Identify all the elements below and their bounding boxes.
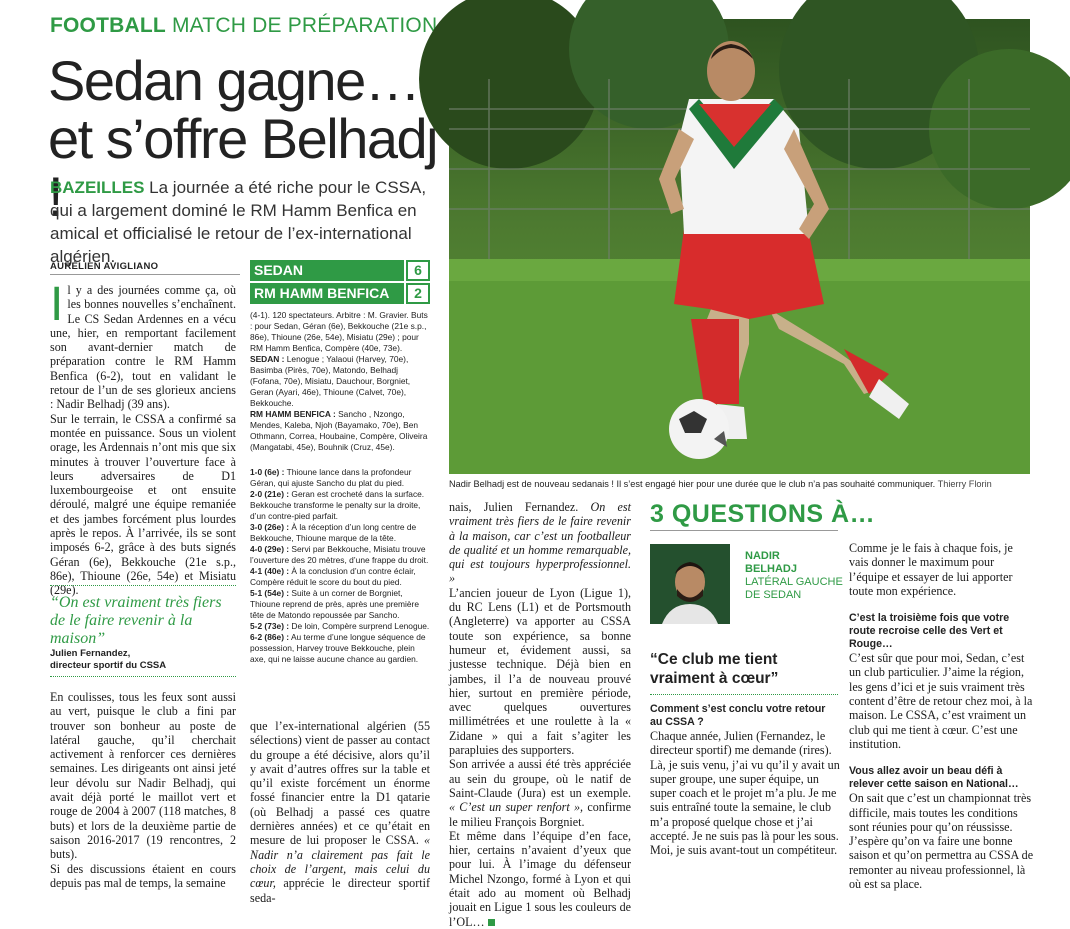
interviewee-role: LATÉRAL GAUCHE DE SEDAN bbox=[745, 576, 843, 601]
byline: AURÉLIEN AVIGLIANO bbox=[50, 261, 159, 272]
goal-entry: 6-2 (86e) : Au terme d’une longue séquence de possession, Harvey trouve Bekkouche, plein axe, qui ne laisse aucune chance au gardien. bbox=[250, 632, 426, 664]
section-kicker bbox=[50, 14, 437, 38]
match-facts bbox=[250, 310, 430, 665]
lineup-home: SEDAN : Lenogue ; Yalaoui (Harvey, 70e), Basimba (Pirès, 70e), Matondo, Belhadj (Fofana, 70e), Misiatu, Dauchour, Borgniet, Geran (Ayari, 46e), Thioune (Calvet, 70e), Bekkouche. bbox=[250, 354, 411, 408]
article-column-2 bbox=[250, 719, 430, 905]
paragraph: Son arrivée a aussi été très appréciée au sein du groupe, où le natif de Saint-Claude (Jura) est un exemple. « C’est un super renfort », confirme le milieu François Borgniet. bbox=[449, 757, 631, 829]
pullquote-divider-bottom bbox=[50, 676, 236, 677]
score-row-home bbox=[250, 260, 430, 281]
football-player-image bbox=[449, 19, 1030, 474]
interviewee-portrait bbox=[650, 544, 730, 624]
pullquote-divider-top bbox=[50, 585, 236, 586]
interview-question: C’est la troisième fois que votre route recroise celle des Vert et Rouge… bbox=[849, 612, 1010, 651]
goal-entry: 2-0 (21e) : Geran est crocheté dans la surface. Bekkouche transforme le penalty sur la droite, d’un contre-pied parfait. bbox=[250, 489, 425, 521]
paragraph: que l’ex-international algérien (55 sélections) vient de passer au contact du groupe a été décisive, alors qu’il y avait d’autres offres sur la table et qu’il existe forcément un énorme fossé financier entre la D1 qatarie (où Belhadj a passé ces quatre dernières années) et ce qu’était en mesure de lui proposer le CSSA. « Nadir n’a clairement pas fait le choix de l’argent, mais celui du cœur, apprécie le directeur sportif seda- bbox=[250, 719, 430, 905]
goal-entry: 4-0 (29e) : Servi par Bekkouche, Misiatu trouve l’ouverture des 20 mètres, d’une frappe du droit. bbox=[250, 544, 429, 565]
interview-column-1 bbox=[650, 703, 840, 858]
section-name: FOOTBALL bbox=[50, 14, 166, 37]
goal-entry: 1-0 (6e) : Thioune lance dans la profondeur Géran, qui ajuste Sancho du plat du pied. bbox=[250, 467, 412, 488]
player-photo bbox=[449, 19, 1030, 474]
byline-divider bbox=[50, 274, 240, 275]
paragraph: L’ancien joueur de Lyon (Ligue 1), du RC Lens (L1) et de Portsmouth (Angleterre) va apporter au CSSA toute son expérience, sa bonne humeur et, évidement aussi, sa justesse technique. Déjà bien en jambes, il l’a de nouveau prouvé hier, surtout en première période, avec quelques ouvertures millimétrées et une roulette à la « Zidane » qui a fait s’agiter les parapluies des supporters. bbox=[449, 585, 631, 758]
interview-answer: On sait que c’est un championnat très difficile, mais toutes les conditions sont réunies pour qu’on réussisse. J’espère qu’on va faire une bonne saison et qu’on permettra au CSSA de remonter au niveau professionnel, là où est sa place. bbox=[849, 791, 1034, 892]
match-summary: (4-1). 120 spectateurs. Arbitre : M. Gravier. Buts : pour Sedan, Géran (6e), Bekkouche (21e s.p., 86e), Thioune (26e, 54e), Misiatu (29e) ; pour RM Hamm Benfica, Compère (40e, 73e). bbox=[250, 310, 428, 353]
interview-answer: Chaque année, Julien (Fernandez, le directeur sportif) me demande (rires). Là, je suis venu, j’ai vu qu’il y avait un super groupe, une super équipe, un super coach et le projet m’a plu. Je me suis entraîné toute la semaine, le club m’a proposé quelque chose et j’ai accepté. Je ne suis pas là pour les sous. Moi, je suis avant-tout un compétiteur. bbox=[650, 729, 840, 858]
photo-credit: Thierry Florin bbox=[937, 479, 992, 489]
team-name: RM HAMM BENFICA bbox=[250, 283, 404, 304]
headline-line-2: et s’offre Belhadj ! bbox=[48, 107, 438, 228]
team-score: 2 bbox=[406, 283, 430, 304]
paragraph: nais, Julien Fernandez. On est vraiment très fiers de le faire revenir à la maison, car c’est un footballeur de qualité et un homme remarquable, qui est toujours hyperprofessionnel. » bbox=[449, 500, 631, 586]
interview-question: Vous allez avoir un beau défi à relever cette saison en National… bbox=[849, 765, 1019, 791]
dateline: BAZEILLES bbox=[50, 178, 145, 197]
interviewee-first-name: NADIR bbox=[745, 550, 780, 562]
goal-entry: 3-0 (26e) : À la réception d’un long centre de Bekkouche, Thioune marque de la tête. bbox=[250, 522, 417, 543]
paragraph: Si des discussions étaient en cours depuis pas mal de temps, la semaine bbox=[50, 861, 236, 890]
interview-title: 3 QUESTIONS À… bbox=[650, 500, 876, 528]
caption-text: Nadir Belhadj est de nouveau sedanais ! Il s’est engagé hier pour une durée que le club n’a pas souhaité communiquer. bbox=[449, 479, 936, 489]
drop-cap: I bbox=[50, 278, 64, 331]
interview-question: Comment s’est conclu votre retour au CSSA ? bbox=[650, 703, 826, 728]
article-column-3 bbox=[449, 500, 631, 929]
scoreboard bbox=[250, 260, 430, 306]
goal-entry: 4-1 (40e) : À la conclusion d’un contre éclair, Compère réduit le score du bout du pied. bbox=[250, 566, 416, 587]
team-score: 6 bbox=[406, 260, 430, 281]
interviewee-id bbox=[745, 550, 845, 602]
standfirst bbox=[50, 176, 445, 268]
goal-entry: 5-2 (73e) : De loin, Compère surprend Lenogue. bbox=[250, 621, 430, 631]
interview-answer: Comme je le fais à chaque fois, je vais donner le maximum pour l’équipe et essayer de lui apporter toute mon expérience. bbox=[849, 541, 1013, 598]
avatar bbox=[650, 544, 730, 624]
article-column-1-continued bbox=[50, 690, 236, 890]
pullquote-author: Julien Fernandez, directeur sportif du CSSA bbox=[50, 648, 167, 671]
headline-line-1: Sedan gagne… bbox=[48, 49, 420, 112]
paragraph: Et même dans l’équipe d’en face, hier, certains n’avaient d’yeux que pour lui. À l’image du défenseur Michel Nzongo, formé à Lyon et qui était ado au moment où Belhadj jouait en Ligue 1 sous les couleurs de l’OL… bbox=[449, 828, 631, 929]
interview-answer: C’est sûr que pour moi, Sedan, c’est un club particulier. J’aime la région, les gens d’ici et je suis vraiment très content d’être de retour chez moi, à la maison. Le CSSA, c’est vraiment un club qui me tient à cœur. C’est une institution. bbox=[849, 651, 1033, 751]
team-name: SEDAN bbox=[250, 260, 404, 281]
interview-quote-divider bbox=[650, 694, 838, 695]
interview-column-2 bbox=[849, 541, 1035, 891]
standfirst-text: La journée a été riche pour le CSSA, qui a largement dominé le RM Hamm Benfica en amical et officialisé le retour de l’ex-international algérien. bbox=[50, 178, 427, 266]
paragraph: Il y a des journées comme ça, où les bonnes nouvelles s’enchaînent. Le CS Sedan Ardennes en a vécu une, hier, en remportant facilement son avant-dernier match de préparation contre le RM Hamm Benfica (6-2), tout en validant le retour de l’un de ses glorieux anciens : Nadir Belhadj (39 ans). bbox=[50, 278, 236, 412]
article-column-1 bbox=[50, 278, 236, 598]
photo-caption bbox=[449, 478, 1039, 490]
interviewee-last-name: BELHADJ bbox=[745, 563, 797, 575]
end-of-article-mark bbox=[488, 919, 495, 926]
score-row-away bbox=[250, 283, 430, 304]
pullquote: “On est vraiment très fiers de le faire revenir à la maison” bbox=[50, 594, 222, 647]
section-sub: MATCH DE PRÉPARATION bbox=[171, 14, 438, 37]
paragraph: Sur le terrain, le CSSA a confirmé sa montée en puissance. Sous un violent orage, les Ardennais n’ont mis que six minutes à trouver l’ouverture face à leurs adversaires de D1 luxembourgeoise et ont ensuite déroulé, malgré une équipe remaniée et des jambes forcément plus lourdes après le repos. À l’arrivée, ils se sont imposés 6-2, grâce à des buts signés Géran (6e), Bekkouche (21e s.p., 86e), Thioune (26e, 54e) et Misiatu (29e). bbox=[50, 411, 236, 598]
lineup-away: RM HAMM BENFICA : Sancho , Nzongo, Mendes, Kaleba, Njoh (Bayamako, 70e), Ben Othmann, Correa, Houbaine, Compère, Oliveira (Mangatabi, 45e), Bouhnik (Cruz, 45e). bbox=[250, 409, 428, 452]
paragraph: En coulisses, tous les feux sont aussi au vert, puisque le club a fini par trouver son bonheur au poste de latéral gauche, qu’il cherchait activement à renforcer ces dernières semaines. Les dirigeants ont ainsi jeté leur dévolu sur Nadir Belhadj, qui avait déjà porté le maillot vert et rouge de 2004 à 2007 (118 matches, 8 buts) et lors de la deuxième partie de saison 2016-2017 (19 rencontres, 2 buts). bbox=[50, 690, 236, 862]
goals-timeline bbox=[250, 467, 430, 665]
goal-entry: 5-1 (54e) : Suite à un corner de Borgniet, Thioune reprend de près, après une première tête de Matondo repoussée par Sancho. bbox=[250, 588, 419, 620]
interview-divider bbox=[650, 530, 838, 531]
interview-quote: “Ce club me tient vraiment à cœur” bbox=[650, 651, 779, 687]
